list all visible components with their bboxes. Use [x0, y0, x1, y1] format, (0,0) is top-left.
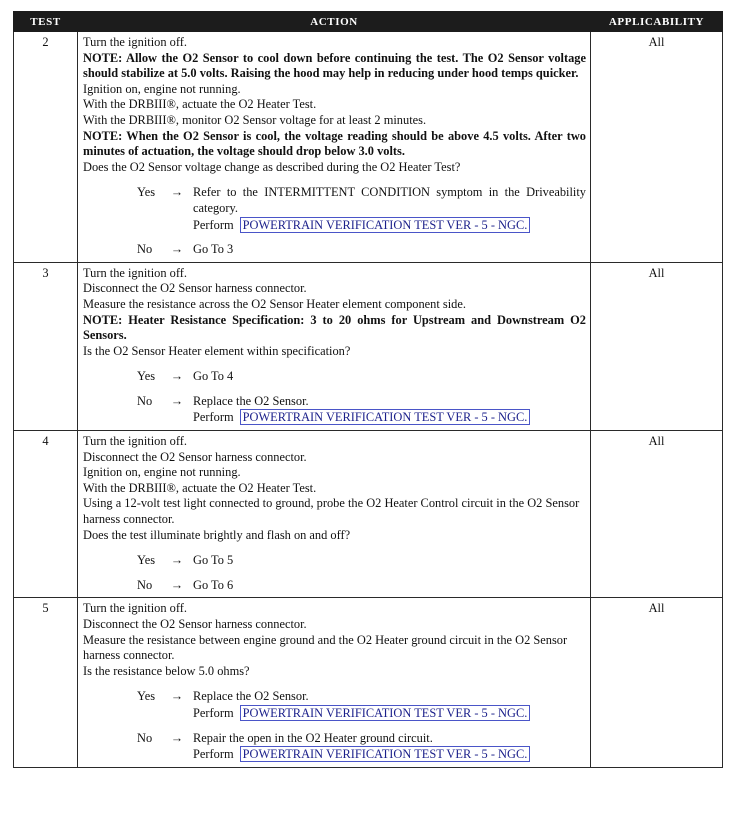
- perform-label: Perform: [193, 705, 234, 720]
- action-step: Measure the resistance across the O2 Sensor Heater element component side.: [83, 296, 466, 311]
- answer-text: Refer to the INTERMITTENT CONDITION symptom in the Driveability category.: [193, 185, 586, 215]
- test-number: 4: [14, 431, 78, 598]
- test-number: 5: [14, 598, 78, 767]
- action-step: Does the test illuminate brightly and flash on and off?: [83, 527, 351, 542]
- test-action: [78, 32, 591, 263]
- answer-content: [193, 185, 586, 233]
- diagnostic-test-table: [13, 11, 723, 768]
- action-step: Ignition on, engine not running.: [83, 81, 241, 96]
- header-applicability: APPLICABILITY: [591, 12, 723, 32]
- answer-branch: [83, 185, 586, 233]
- perform-label: Perform: [193, 410, 234, 425]
- table-row: [14, 431, 723, 598]
- perform-label: Perform: [193, 217, 234, 232]
- answer-text: Replace the O2 Sensor.: [193, 393, 309, 408]
- answer-text: Go To 6: [193, 577, 234, 592]
- table-row: [14, 262, 723, 430]
- arrow-right-icon: →: [170, 689, 184, 704]
- answer-branch: [83, 394, 586, 426]
- action-step: With the DRBIII®, monitor O2 Sensor voltage for at least 2 minutes.: [83, 112, 427, 127]
- answer-content: [193, 553, 586, 569]
- action-step: Using a 12-volt test light connected to ground, probe the O2 Heater Control circuit in the O2 Sensor harness connector.: [83, 496, 580, 527]
- test-action: [78, 431, 591, 598]
- perform-line: [193, 747, 530, 761]
- answer-text: Go To 4: [193, 369, 234, 384]
- action-step: Disconnect the O2 Sensor harness connector.: [83, 617, 307, 631]
- answer-label: Yes: [137, 185, 156, 200]
- action-step: Disconnect the O2 Sensor harness connector.: [83, 449, 307, 464]
- applicability-value: All: [591, 32, 723, 263]
- arrow-right-icon: →: [170, 553, 184, 568]
- action-step: Turn the ignition off.: [83, 434, 187, 449]
- answer-label: Yes: [137, 553, 156, 568]
- answer-label: No: [137, 577, 153, 592]
- arrow-right-icon: →: [170, 577, 184, 592]
- arrow-right-icon: →: [170, 369, 184, 384]
- perform-line: [193, 410, 530, 424]
- answer-text: Go To 5: [193, 553, 234, 568]
- applicability-value: All: [591, 262, 723, 430]
- action-step: Ignition on, engine not running.: [83, 465, 241, 480]
- answer-label: Yes: [137, 369, 156, 384]
- action-note: NOTE: When the O2 Sensor is cool, the voltage reading should be above 4.5 volts. After two minutes of actuation, the voltage should drop below 3.0 volts.: [83, 128, 586, 159]
- answer-content: [193, 242, 586, 258]
- answer-branch: [83, 731, 586, 763]
- action-step: Turn the ignition off.: [83, 35, 187, 49]
- answer-content: [193, 578, 586, 594]
- action-step: Measure the resistance between engine ground and the O2 Heater ground circuit in the O2 Sensor harness connector.: [83, 632, 568, 663]
- action-step: Is the O2 Sensor Heater element within specification?: [83, 343, 351, 358]
- action-step: Disconnect the O2 Sensor harness connector.: [83, 281, 307, 296]
- verification-test-link[interactable]: POWERTRAIN VERIFICATION TEST VER - 5 - NGC.: [240, 217, 531, 233]
- verification-test-link[interactable]: POWERTRAIN VERIFICATION TEST VER - 5 - NGC.: [240, 409, 531, 425]
- action-step: Turn the ignition off.: [83, 265, 187, 280]
- answer-branch: [83, 369, 586, 385]
- answer-branch: [83, 553, 586, 569]
- action-step: Does the O2 Sensor voltage change as described during the O2 Heater Test?: [83, 159, 461, 174]
- test-number: 3: [14, 262, 78, 430]
- arrow-right-icon: →: [170, 393, 184, 408]
- applicability-value: All: [591, 431, 723, 598]
- header-test: TEST: [14, 12, 78, 32]
- table-header-row: [14, 12, 723, 32]
- test-action: [78, 598, 591, 767]
- action-note: NOTE: Heater Resistance Specification: 3 to 20 ohms for Upstream and Downstream O2 Sensors.: [83, 312, 586, 343]
- perform-label: Perform: [193, 747, 234, 762]
- applicability-value: All: [591, 598, 723, 767]
- table-row: [14, 598, 723, 767]
- arrow-right-icon: →: [170, 730, 184, 745]
- answer-content: [193, 369, 586, 385]
- answer-label: No: [137, 730, 153, 745]
- verification-test-link[interactable]: POWERTRAIN VERIFICATION TEST VER - 5 - NGC.: [240, 705, 531, 721]
- answer-text: Repair the open in the O2 Heater ground circuit.: [193, 730, 433, 745]
- answer-text: Go To 3: [193, 242, 234, 257]
- action-note: NOTE: Allow the O2 Sensor to cool down before continuing the test. The O2 Sensor voltage should stabilize at 5.0 volts. Raising the hood may help in reducing under hood temps quicker.: [83, 50, 586, 81]
- perform-line: [193, 706, 530, 720]
- test-number: 2: [14, 32, 78, 263]
- test-action: [78, 262, 591, 430]
- answer-label: No: [137, 242, 153, 257]
- verification-test-link[interactable]: POWERTRAIN VERIFICATION TEST VER - 5 - NGC.: [240, 746, 531, 762]
- answer-branch: [83, 689, 586, 721]
- arrow-right-icon: →: [170, 242, 184, 257]
- arrow-right-icon: →: [170, 185, 184, 200]
- answer-content: [193, 394, 586, 426]
- action-step: Is the resistance below 5.0 ohms?: [83, 663, 250, 678]
- answer-text: Replace the O2 Sensor.: [193, 689, 309, 704]
- answer-content: [193, 689, 586, 721]
- answer-label: Yes: [137, 689, 156, 704]
- perform-line: [193, 218, 530, 232]
- answer-branch: [83, 578, 586, 594]
- table-body: [14, 32, 723, 768]
- action-step: With the DRBIII®, actuate the O2 Heater Test.: [83, 480, 317, 495]
- header-action: ACTION: [78, 12, 591, 32]
- table-row: [14, 32, 723, 263]
- answer-label: No: [137, 393, 153, 408]
- action-step: Turn the ignition off.: [83, 601, 187, 616]
- answer-branch: [83, 242, 586, 258]
- action-step: With the DRBIII®, actuate the O2 Heater Test.: [83, 97, 317, 112]
- answer-content: [193, 731, 586, 763]
